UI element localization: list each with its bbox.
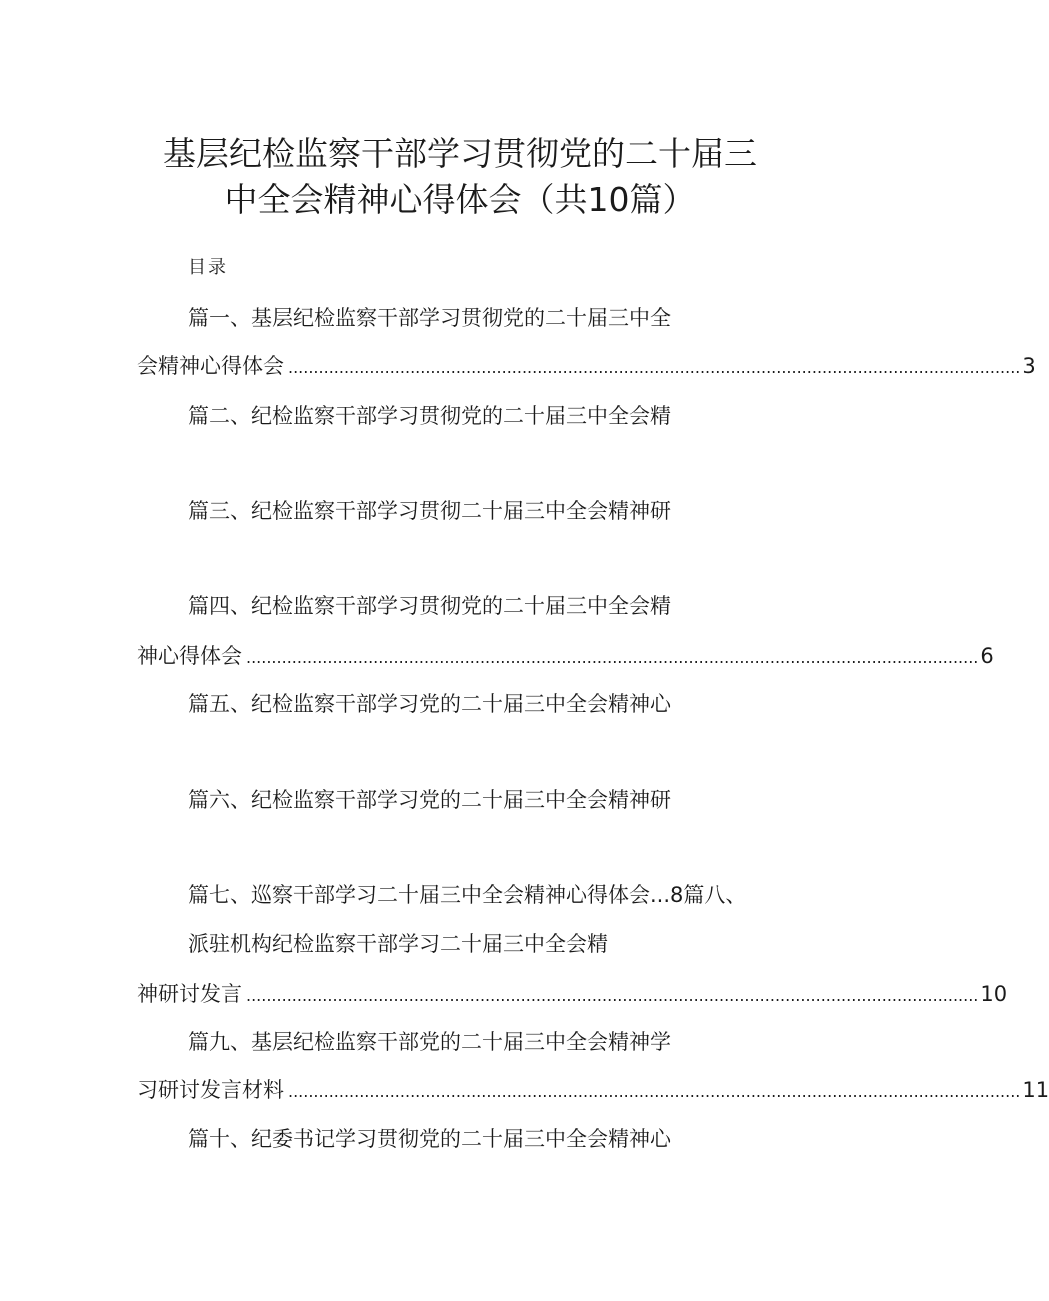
toc-heading: 目录 xyxy=(188,257,228,278)
toc-entry-4-line-2: 神心得体会 xyxy=(137,644,242,668)
toc-entry-8-dot-leader: ................................................................................................................................................ xyxy=(246,986,979,1005)
toc-entry-10-line-1[interactable]: 篇十、纪委书记学习贯彻党的二十届三中全会精神心 xyxy=(188,1127,671,1151)
toc-entry-1-line-1[interactable]: 篇一、基层纪检监察干部学习贯彻党的二十届三中全 xyxy=(188,306,671,330)
document-title-line-1: 基层纪检监察干部学习贯彻党的二十届三 xyxy=(163,134,757,173)
toc-entry-2-line-1[interactable]: 篇二、纪检监察干部学习贯彻党的二十届三中全会精 xyxy=(188,404,671,428)
toc-entry-1-page-number: 3 xyxy=(1022,354,1036,378)
toc-entry-9-line-2: 习研讨发言材料 xyxy=(137,1078,284,1102)
toc-entry-1-line-2: 会精神心得体会 xyxy=(137,354,284,378)
toc-entry-4-line-1[interactable]: 篇四、纪检监察干部学习贯彻党的二十届三中全会精 xyxy=(188,594,671,618)
toc-entry-9-line-1[interactable]: 篇九、基层纪检监察干部党的二十届三中全会精神学 xyxy=(188,1030,671,1054)
toc-entry-4-dot-leader: ................................................................................................................................................ xyxy=(246,648,979,667)
toc-entry-4-leader-row[interactable] xyxy=(137,642,994,672)
toc-entry-8-line-1[interactable]: 派驻机构纪检监察干部学习二十届三中全会精 xyxy=(188,932,608,956)
toc-entry-8-line-2: 神研讨发言 xyxy=(137,982,242,1006)
toc-entry-1-leader-row[interactable] xyxy=(137,352,1036,382)
toc-entry-3-line-1[interactable]: 篇三、纪检监察干部学习贯彻二十届三中全会精神研 xyxy=(188,499,671,523)
document-title-line-2: 中全会精神心得体会（共10篇） xyxy=(224,180,696,219)
toc-entry-5-line-1[interactable]: 篇五、纪检监察干部学习党的二十届三中全会精神心 xyxy=(188,692,671,716)
toc-entry-8-page-number: 10 xyxy=(980,982,1008,1006)
toc-entry-4-page-number: 6 xyxy=(980,644,994,668)
toc-entry-9-dot-leader: ................................................................................................................................................ xyxy=(288,1082,1021,1101)
toc-entry-7-line-1[interactable]: 篇七、巡察干部学习二十届三中全会精神心得体会...8篇八、 xyxy=(188,883,747,907)
toc-entry-9-leader-row[interactable] xyxy=(137,1076,1049,1106)
toc-entry-1-dot-leader: ................................................................................................................................................ xyxy=(288,358,1021,377)
toc-entry-9-page-number: 11 xyxy=(1022,1078,1049,1102)
toc-entry-6-line-1[interactable]: 篇六、纪检监察干部学习党的二十届三中全会精神研 xyxy=(188,788,671,812)
toc-entry-8-leader-row[interactable] xyxy=(137,980,1008,1010)
